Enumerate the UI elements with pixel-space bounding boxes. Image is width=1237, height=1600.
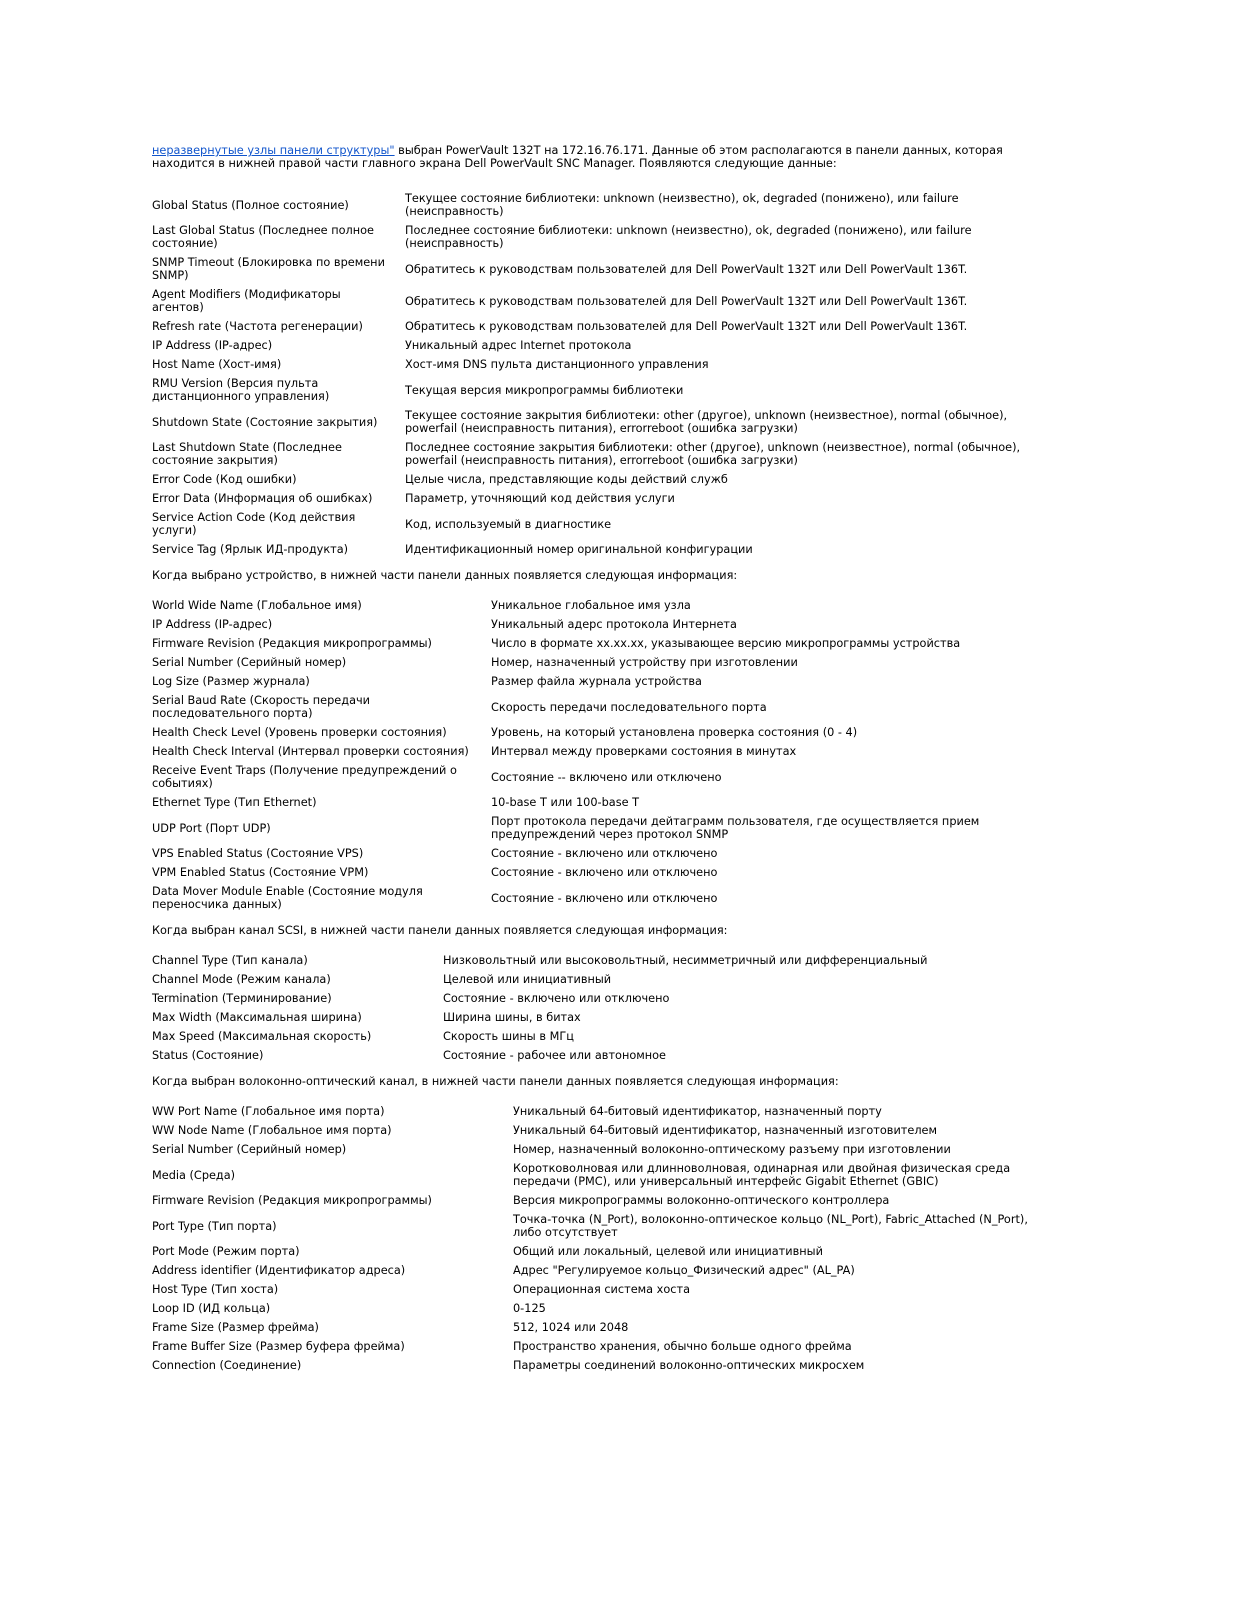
field-description: Операционная система хоста [513, 1283, 690, 1296]
field-name: Last Shutdown State (Последнее состояние закрытия) [152, 441, 342, 467]
field-name: Frame Size (Размер фрейма) [152, 1321, 319, 1334]
field-name: World Wide Name (Глобальное имя) [152, 599, 362, 612]
field-description: Пространство хранения, обычно больше одного фрейма [513, 1340, 852, 1353]
table-row [152, 190, 1045, 220]
table-row [152, 692, 981, 722]
field-description: Порт протокола передачи дейтаграмм пользователя, где осуществляется прием предупреждений через протокол SNMP [491, 815, 980, 841]
field-name: Serial Baud Rate (Скорость передачи последовательного порта) [152, 694, 371, 720]
table-row [152, 1192, 1053, 1209]
table-row [152, 1103, 1053, 1120]
table-row [152, 407, 1045, 437]
field-description: Текущее состояние библиотеки: unknown (неизвестно), ok, degraded (понижено), или failure (неисправность) [405, 192, 959, 218]
field-description: Состояние -- включено или отключено [491, 770, 722, 784]
table-row [152, 673, 981, 690]
fibre-channel-intro: Когда выбран волоконно-оптический канал, в нижней части панели данных появляется следующая информация: [152, 1075, 839, 1088]
library-data-table [149, 188, 1048, 560]
field-name: Loop ID (ИД кольца) [152, 1302, 271, 1315]
field-description: Уникальное глобальное имя узла [491, 599, 691, 612]
field-name: VPS Enabled Status (Состояние VPS) [152, 847, 364, 860]
field-description: 10-base T или 100-base T [491, 796, 640, 809]
table-row [152, 883, 981, 913]
table-row [152, 1141, 1053, 1158]
table-row [152, 471, 1045, 488]
table-row [152, 813, 981, 843]
device-intro: Когда выбрано устройство, в нижней части панели данных появляется следующая информация: [152, 569, 738, 582]
table-row [152, 654, 981, 671]
field-name: Health Check Level (Уровень проверки состояния) [152, 726, 447, 739]
field-name: Status (Состояние) [152, 1049, 264, 1062]
field-description: Размер файла журнала устройства [491, 675, 702, 688]
field-description: Уровень, на который установлена проверка состояния (0 - 4) [491, 726, 858, 739]
field-description: Уникальный 64-битовый идентификатор, назначенный порту [513, 1105, 882, 1118]
field-description: Хост-имя DNS пульта дистанционного управления [405, 358, 709, 371]
field-name: Max Speed (Максимальная скорость) [152, 1030, 372, 1043]
table-row [152, 1357, 1053, 1374]
table-row [152, 597, 981, 614]
table-row [152, 616, 981, 633]
field-name: Data Mover Module Enable (Состояние модуля переносчика данных) [152, 885, 423, 911]
table-row [152, 864, 981, 881]
field-name: IP Address (IP-адрес) [152, 339, 273, 352]
field-description: Низковольтный или высоковольтный, несимметричный или дифференциальный [443, 954, 928, 967]
table-row [152, 1028, 963, 1045]
field-description: Скорость передачи последовательного порта [491, 700, 767, 714]
field-name: Channel Mode (Режим канала) [152, 973, 331, 986]
field-description: Точка-точка (N_Port), волоконно-оптическое кольцо (NL_Port), Fabric_Attached (N_Port), либо отсутствует [513, 1213, 1028, 1239]
intro-text: выбран PowerVault 132T на 172.16.76.171. Данные об этом располагаются в панели данных, которая находится в нижней правой части главного экрана Dell PowerVault SNC Manager. Появляются следующие данные: [152, 144, 1003, 170]
table-row [152, 990, 963, 1007]
field-name: Ethernet Type (Тип Ethernet) [152, 796, 317, 809]
field-name: Health Check Interval (Интервал проверки состояния) [152, 745, 469, 758]
field-name: Port Mode (Режим порта) [152, 1245, 300, 1258]
field-description: Состояние - включено или отключено [443, 992, 670, 1005]
field-description: Обратитесь к руководствам пользователей для Dell PowerVault 132T или Dell PowerVault 136T. [405, 294, 968, 308]
field-name: Last Global Status (Последнее полное состояние) [152, 224, 374, 250]
table-row [152, 1319, 1053, 1336]
field-description: Целевой или инициативный [443, 973, 612, 986]
field-description: Состояние - включено или отключено [491, 866, 718, 879]
field-description: Номер, назначенный устройству при изготовлении [491, 656, 798, 669]
field-name: WW Port Name (Глобальное имя порта) [152, 1105, 385, 1118]
field-name: VPM Enabled Status (Состояние VPM) [152, 866, 369, 879]
field-name: Shutdown State (Состояние закрытия) [152, 415, 378, 429]
field-description: Уникальный 64-битовый идентификатор, назначенный изготовителем [513, 1124, 938, 1137]
field-description: Последнее состояние закрытия библиотеки: other (другое), unknown (неизвестное), normal (обычное), powerfail (неисправность питания), errorreboot (ошибка загрузки) [405, 441, 1021, 467]
field-name: Service Tag (Ярлык ИД-продукта) [152, 543, 349, 556]
table-row [152, 318, 1045, 335]
field-name: Global Status (Полное состояние) [152, 198, 349, 212]
field-description: Число в формате xx.xx.xx, указывающее версию микропрограммы устройства [491, 637, 961, 650]
table-row [152, 541, 1045, 558]
field-description: Параметр, уточняющий код действия услуги [405, 492, 675, 505]
field-name: Firmware Revision (Редакция микропрограммы) [152, 1194, 432, 1207]
intro-paragraph [152, 144, 1062, 170]
field-name: Serial Number (Серийный номер) [152, 656, 347, 669]
table-row [152, 743, 981, 760]
table-row [152, 1262, 1053, 1279]
tree-nodes-link[interactable]: неразвернутые узлы панели структуры" [152, 144, 395, 157]
field-description: Текущее состояние закрытия библиотеки: other (другое), unknown (неизвестное), normal (обычное), powerfail (неисправность питания), errorreboot (ошибка загрузки) [405, 409, 1008, 435]
table-row [152, 635, 981, 652]
device-data-table [149, 595, 984, 915]
table-row [152, 845, 981, 862]
table-row [152, 490, 1045, 507]
field-description: Последнее состояние библиотеки: unknown (неизвестно), ok, degraded (понижено), или failure (неисправность) [405, 224, 972, 250]
scsi-intro: Когда выбран канал SCSI, в нижней части панели данных появляется следующая информация: [152, 924, 728, 937]
field-name: Host Type (Тип хоста) [152, 1283, 279, 1296]
field-description: Адрес "Регулируемое кольцо_Физический адрес" (AL_PA) [513, 1264, 855, 1277]
field-description: Интервал между проверками состояния в минутах [491, 745, 797, 758]
field-name: RMU Version (Версия пульта дистанционного управления) [152, 377, 330, 403]
field-name: IP Address (IP-адрес) [152, 618, 273, 631]
field-description: Параметры соединений волоконно-оптических микросхем [513, 1359, 865, 1372]
field-name: Address identifier (Идентификатор адреса) [152, 1264, 406, 1277]
field-name: Frame Buffer Size (Размер буфера фрейма) [152, 1340, 405, 1353]
table-row [152, 1243, 1053, 1260]
table-row [152, 439, 1045, 469]
table-row [152, 1300, 1053, 1317]
field-description: 512, 1024 или 2048 [513, 1321, 629, 1334]
table-row [152, 254, 1045, 284]
field-name: Max Width (Максимальная ширина) [152, 1011, 362, 1024]
field-description: Номер, назначенный волоконно-оптическому разъему при изготовлении [513, 1143, 951, 1156]
field-name: Host Name (Хост-имя) [152, 358, 282, 371]
table-row [152, 762, 981, 792]
field-description: Идентификационный номер оригинальной конфигурации [405, 543, 753, 556]
table-row [152, 356, 1045, 373]
field-name: UDP Port (Порт UDP) [152, 821, 271, 835]
table-row [152, 1160, 1053, 1190]
table-row [152, 375, 1045, 405]
field-description: Уникальный адерс протокола Интернета [491, 618, 737, 631]
field-name: Log Size (Размер журнала) [152, 675, 310, 688]
table-row [152, 337, 1045, 354]
field-name: Connection (Соединение) [152, 1359, 302, 1372]
field-name: Agent Modifiers (Модификаторы агентов) [152, 288, 341, 314]
table-row [152, 286, 1045, 316]
document-page [152, 144, 1062, 1385]
field-description: Код, используемый в диагностике [405, 517, 612, 531]
table-row [152, 724, 981, 741]
field-description: Состояние - включено или отключено [491, 891, 718, 905]
field-description: Целые числа, представляющие коды действий служб [405, 473, 728, 486]
field-description: Ширина шины, в битах [443, 1011, 581, 1024]
field-description: Коротковолновая или длинноволновая, одинарная или двойная физическая среда передачи (PMC), или универсальный интерфейс Gigabit Ethernet (GBIC) [513, 1162, 1011, 1188]
table-row [152, 222, 1045, 252]
field-name: Serial Number (Серийный номер) [152, 1143, 347, 1156]
field-description: Обратитесь к руководствам пользователей для Dell PowerVault 132T или Dell PowerVault 136T. [405, 320, 968, 333]
field-description: Уникальный адрес Internet протокола [405, 339, 632, 352]
field-description: Обратитесь к руководствам пользователей для Dell PowerVault 132T или Dell PowerVault 136T. [405, 262, 968, 276]
table-row [152, 1211, 1053, 1241]
field-name: Service Action Code (Код действия услуги) [152, 511, 356, 537]
field-name: Error Code (Код ошибки) [152, 473, 297, 486]
field-name: Error Data (Информация об ошибках) [152, 492, 373, 505]
field-name: Refresh rate (Частота регенерации) [152, 320, 363, 333]
field-description: Состояние - рабочее или автономное [443, 1049, 667, 1062]
table-row [152, 1009, 963, 1026]
field-name: Receive Event Traps (Получение предупреждений о событиях) [152, 764, 457, 790]
table-row [152, 1047, 963, 1064]
field-name: WW Node Name (Глобальное имя порта) [152, 1124, 392, 1137]
field-description: Скорость шины в МГц [443, 1030, 574, 1043]
fibre-channel-data-table [149, 1101, 1056, 1376]
field-name: Channel Type (Тип канала) [152, 954, 308, 967]
table-row [152, 1122, 1053, 1139]
field-description: Общий или локальный, целевой или инициативный [513, 1245, 823, 1258]
table-row [152, 1338, 1053, 1355]
field-name: Port Type (Тип порта) [152, 1219, 277, 1233]
field-name: Firmware Revision (Редакция микропрограммы) [152, 637, 432, 650]
field-name: Media (Среда) [152, 1168, 236, 1182]
scsi-data-table [149, 950, 966, 1066]
field-description: Состояние - включено или отключено [491, 847, 718, 860]
table-row [152, 1281, 1053, 1298]
field-name: Termination (Терминирование) [152, 992, 332, 1005]
field-description: Версия микропрограммы волоконно-оптического контроллера [513, 1194, 890, 1207]
table-row [152, 971, 963, 988]
field-description: 0-125 [513, 1302, 546, 1315]
table-row [152, 794, 981, 811]
table-row [152, 952, 963, 969]
field-name: SNMP Timeout (Блокировка по времени SNMP) [152, 256, 385, 282]
field-description: Текущая версия микропрограммы библиотеки [405, 383, 684, 397]
table-row [152, 509, 1045, 539]
